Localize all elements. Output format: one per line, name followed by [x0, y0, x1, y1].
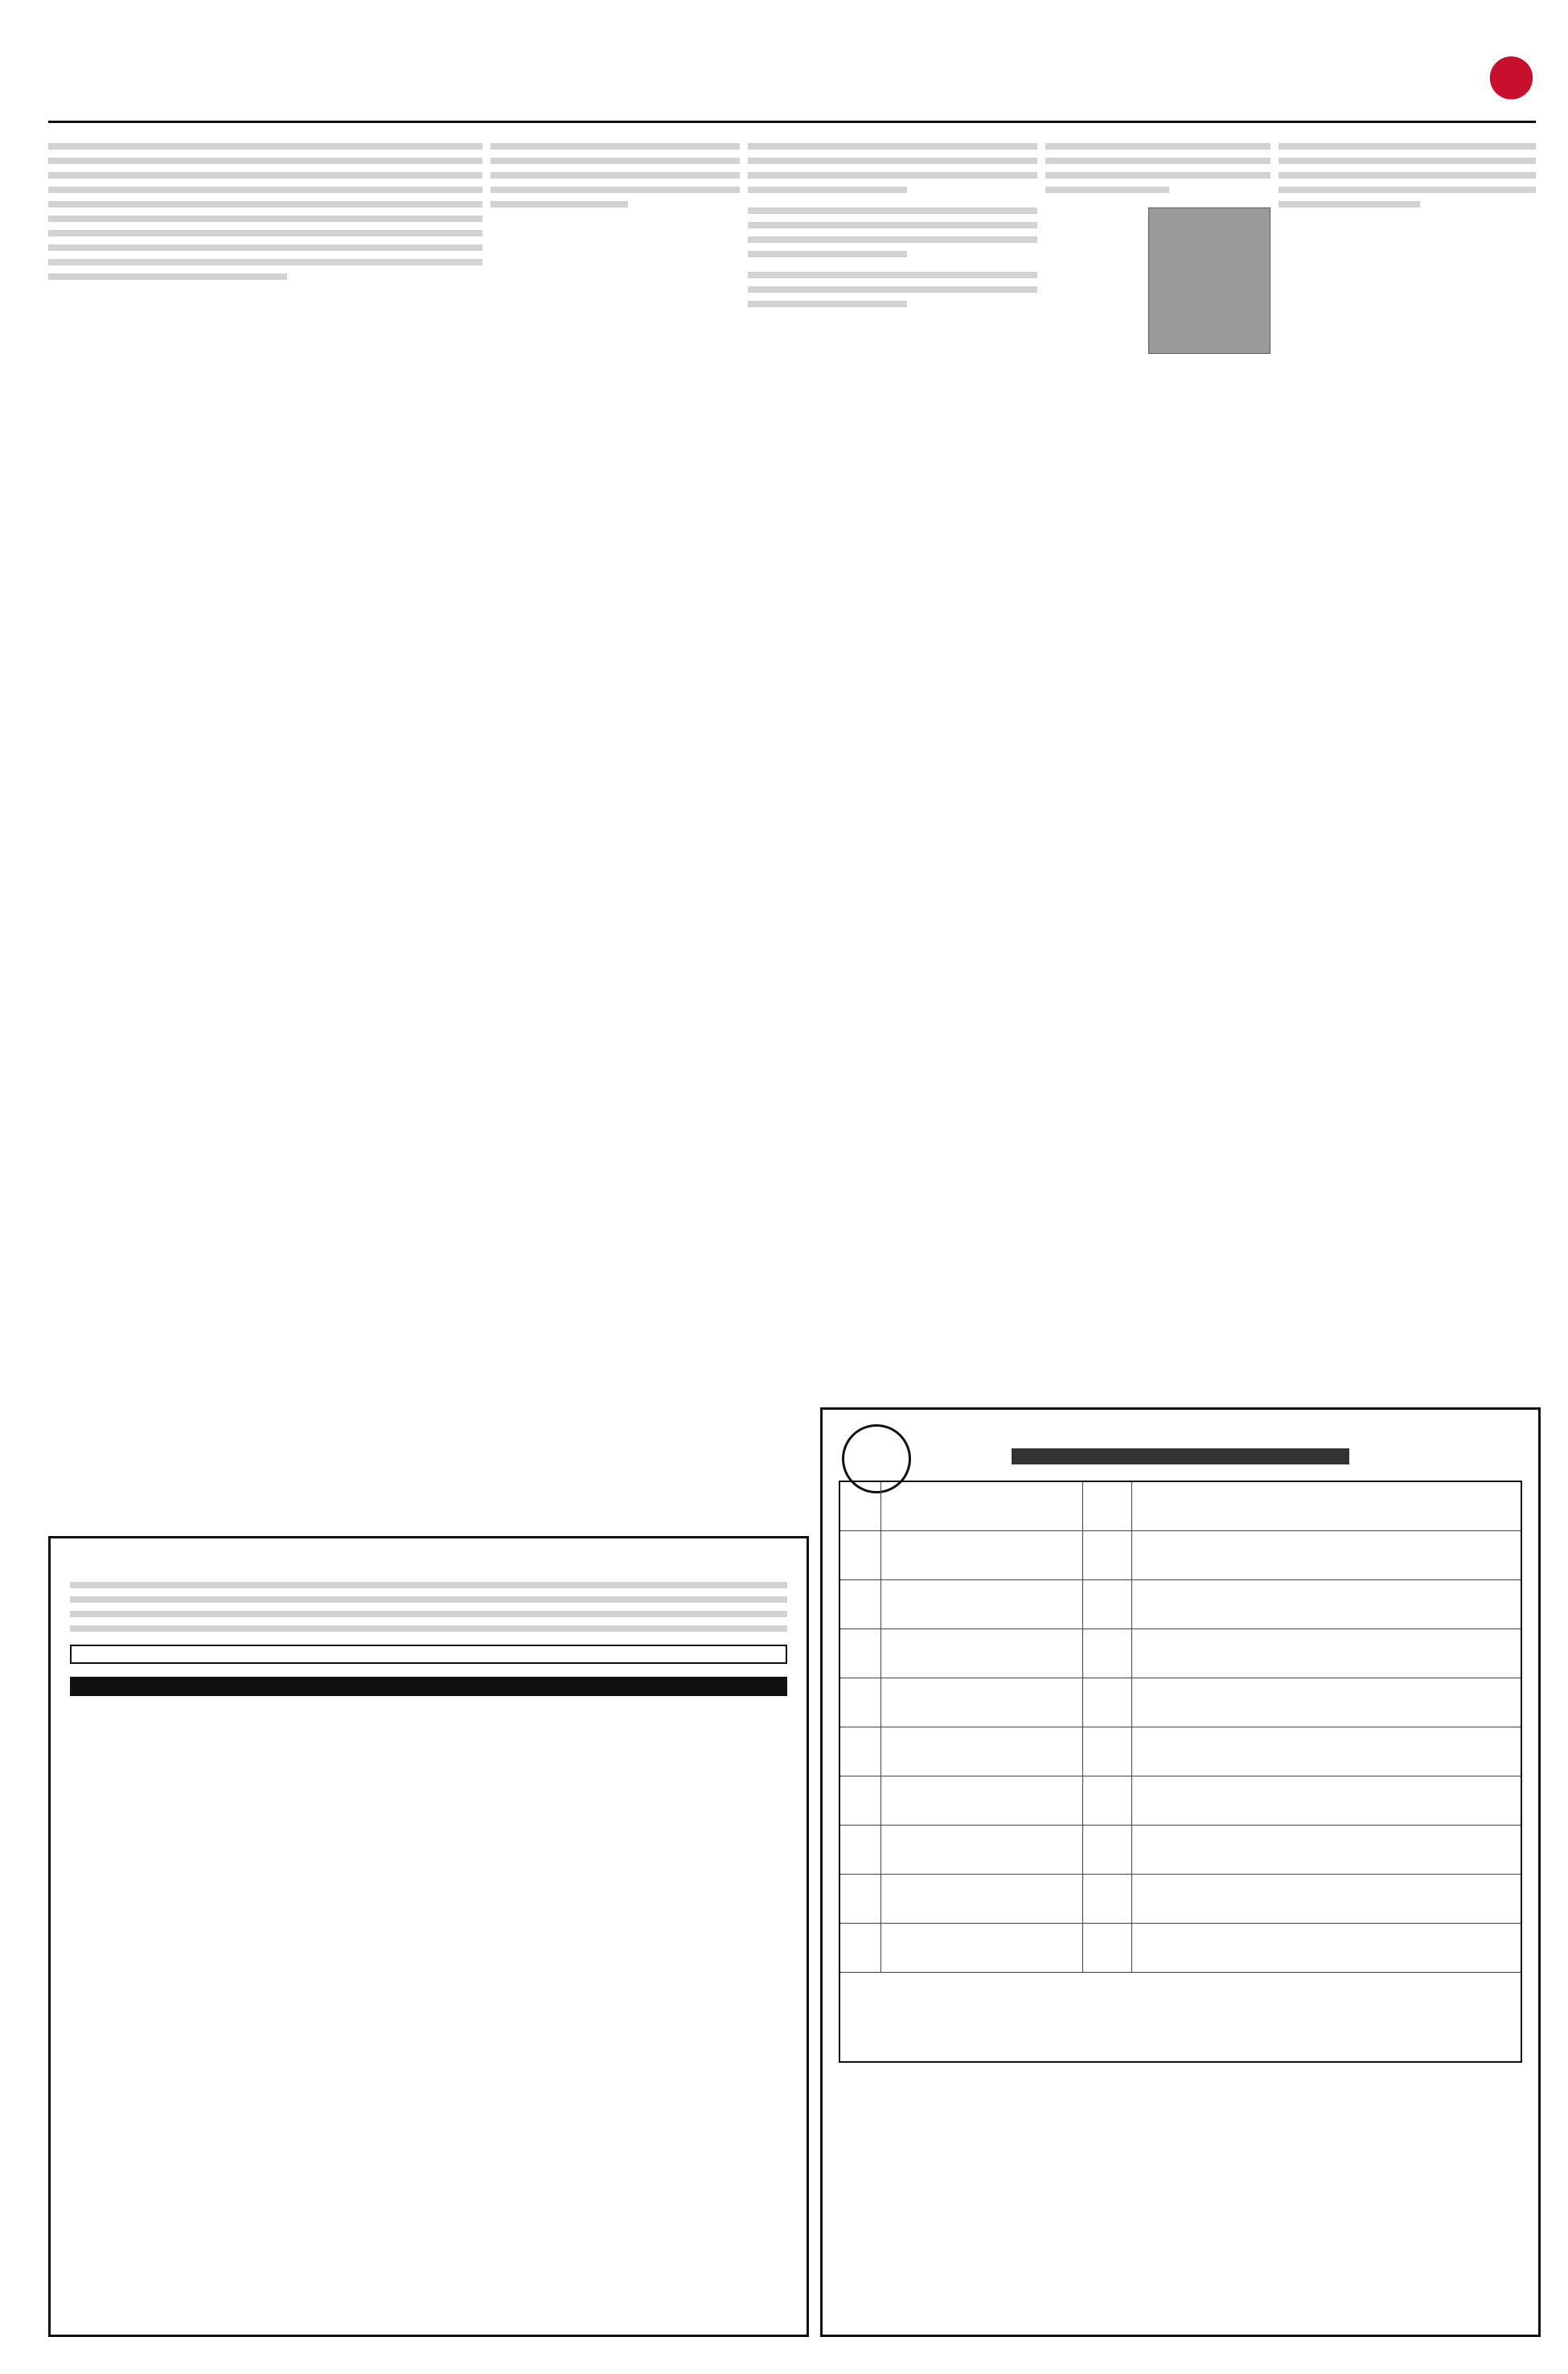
story-body	[748, 272, 1037, 307]
ad-body	[70, 1582, 787, 1632]
job-advertisement	[820, 1407, 1541, 2337]
story	[748, 272, 1037, 307]
ad-category-bar	[70, 1677, 787, 1696]
story-body	[748, 207, 1037, 257]
portrait-photo	[1148, 207, 1270, 354]
story-body	[1279, 143, 1536, 207]
table-row	[840, 1678, 1521, 1727]
story	[491, 143, 740, 207]
column-2	[491, 137, 740, 222]
notice-banner	[1012, 1448, 1349, 1464]
column-5	[1279, 137, 1536, 222]
table-row	[840, 1776, 1521, 1826]
column-1	[48, 137, 482, 294]
table-row	[840, 1531, 1521, 1580]
competition-advertisement	[48, 1536, 809, 2337]
column-4	[1045, 137, 1270, 362]
story	[1045, 143, 1270, 193]
table-row	[840, 1826, 1521, 1875]
vacancy-table	[839, 1481, 1522, 2063]
job-ad-meta	[823, 1424, 1538, 1440]
section-title	[1487, 40, 1536, 106]
table-row	[840, 1482, 1521, 1531]
table-row	[840, 1875, 1521, 1924]
table-row	[840, 1727, 1521, 1776]
story-body	[48, 143, 482, 280]
bullet-icon: ●	[1486, 40, 1536, 106]
story	[48, 143, 482, 280]
story-body	[491, 143, 740, 207]
table-row	[840, 1580, 1521, 1629]
table-row	[840, 1629, 1521, 1678]
story	[748, 207, 1037, 257]
story-body	[748, 143, 1037, 193]
masthead	[48, 24, 1536, 123]
table-row	[840, 1924, 1521, 1973]
ad-notice	[70, 1645, 787, 1664]
job-ad-header	[823, 1410, 1538, 1421]
story	[1279, 143, 1536, 207]
story-body	[1045, 143, 1270, 193]
column-3	[748, 137, 1037, 322]
story	[748, 143, 1037, 193]
